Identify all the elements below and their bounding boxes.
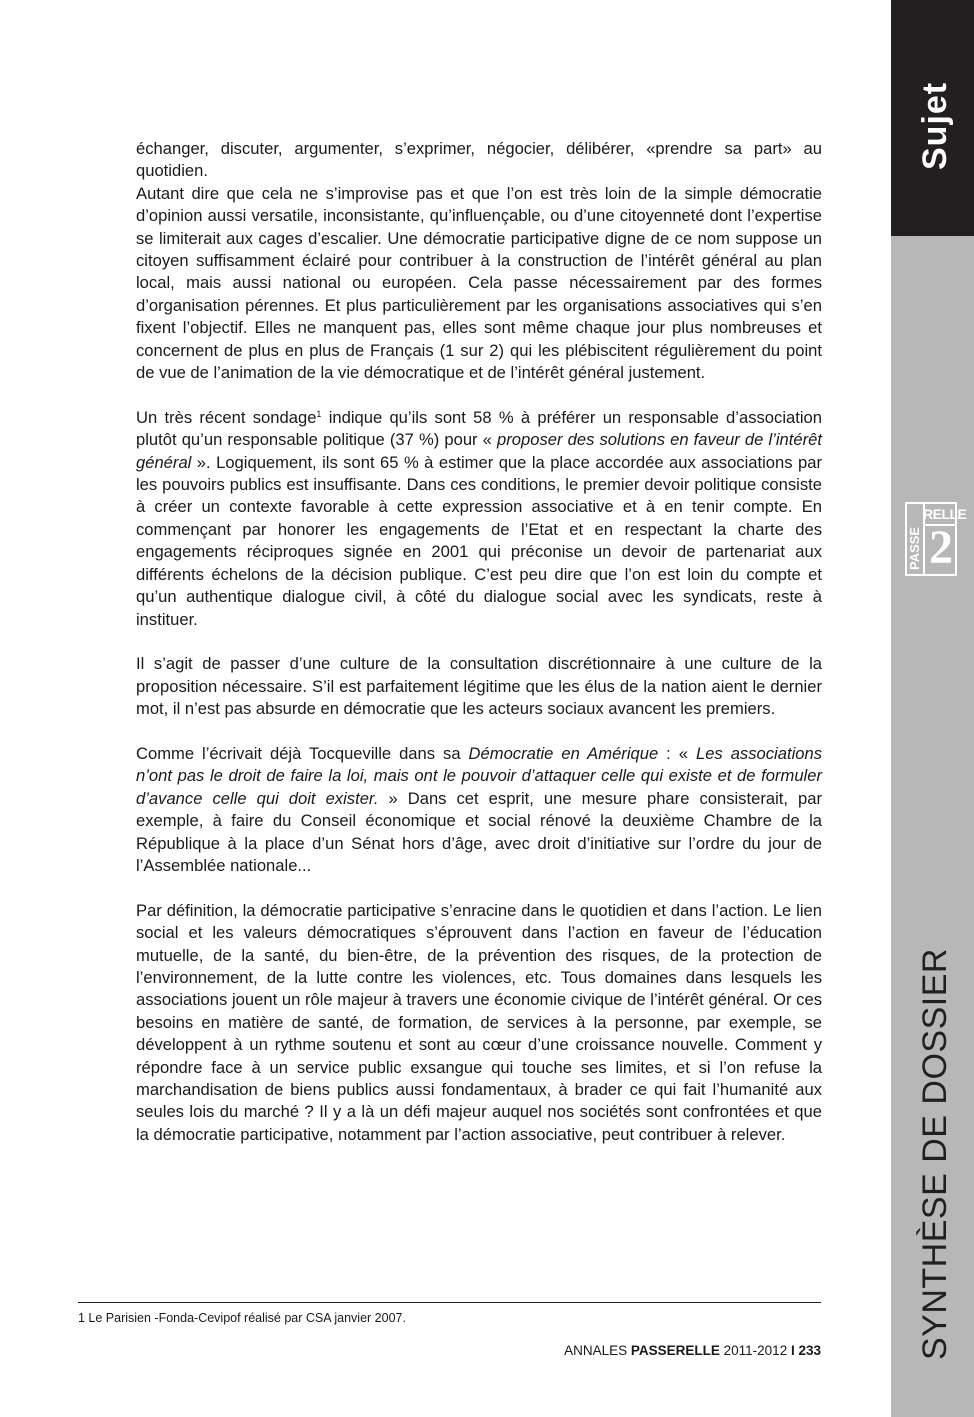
footer-years: 2011-2012 xyxy=(719,1343,791,1358)
paragraph-2: Autant dire que cela ne s’improvise pas et que l’on est très loin de la simple démocratie d’opinion aussi versatile, inconsistante, qu’influençable, ou d’une citoyenneté dont l’expertise se limiterait aux cages d’escalier. Une démocratie participative digne de ce nom suppose un citoyen suffisamment éclairé pour contribuer à la construction de l’intérêt général au plan local, mais aussi national ou européen. Cela passe nécessairement par des formes d’organisation pérennes. Et plus particulièrement par les organisations associatives qui s’en fixent l’objectif. Elles ne manquent pas, elles sont même chaque jour plus nombreuses et concernent de plus en plus de Français (1 sur 2) qui les plébiscitent régulièrement du point de vue de l’animation de la vie démocratique et de l’intérêt général justement. xyxy=(136,183,822,383)
paragraph-5-part-c: » Dans cet esprit, une mesure phare consisterait, par exemple, à faire du Conseil économique et social rénové la deuxième Chambre de la République à la place d’un Sénat hors d’âge, avec droit d’initiative sur l’ordre du jour de l’Assemblée nationale... xyxy=(136,788,822,875)
section-title: SYNTHÈSE DE DOSSIER xyxy=(916,948,954,1360)
book-title: Démocratie en Amérique xyxy=(468,743,659,763)
footnote-divider xyxy=(78,1302,821,1303)
paragraph-5-part-a: Comme l’écrivait déjà Tocqueville dans sa xyxy=(136,743,469,763)
paragraph-5-part-b: : « xyxy=(658,743,696,763)
page-footer xyxy=(430,1342,821,1360)
paragraph-5 xyxy=(136,743,822,877)
passerelle-logo xyxy=(905,502,967,576)
paragraph-3-part-b: indique qu’ils sont 58 % à préférer un responsable d’association plutôt qu’un responsable politique (37 %) pour « xyxy=(136,407,822,450)
paragraph-4: Il s’agit de passer d’une culture de la consultation discrétionnaire à une culture de la proposition nécessaire. S’il est parfaitement légitime que les élus de la nation aient le dernier mot, il n’est pas absurde en démocratie que les acteurs sociaux avancent les premiers. xyxy=(136,654,822,719)
footnote: 1 Le Parisien -Fonda-Cevipof réalisé par CSA janvier 2007. xyxy=(78,1311,406,1325)
logo-side-text: PASSE xyxy=(907,526,922,570)
tocqueville-quote: Les associations n’ont pas le droit de faire la loi, mais ont le pouvoir d’attaquer celle qui existe et de formuler d’avance celle qui doit exister. xyxy=(136,743,823,808)
footnote-reference: 1 xyxy=(316,408,322,419)
article-body xyxy=(136,138,822,1169)
paragraph-1: échanger, discuter, argumenter, s’exprimer, négocier, délibérer, «prendre sa part» au quotidien. xyxy=(136,139,822,181)
paragraph-3-part-a: Un très récent sondage xyxy=(136,407,317,427)
section-label: Sujet xyxy=(916,81,954,170)
logo-number: 2 xyxy=(929,521,953,574)
footer-brand: PASSERELLE xyxy=(630,1343,720,1358)
page-number: 233 xyxy=(794,1343,821,1358)
footer-prefix: ANNALES xyxy=(564,1343,631,1358)
paragraph-3-part-c: ». Logiquement, ils sont 65 % à estimer que la place accordée aux associations par les pouvoirs publics est insuffisante. Dans ces conditions, le premier devoir politique consiste à créer un contexte favorable à cette expression associative et à en tenir compte. En commençant par honorer les engagements de l’Etat et en respectant la charte des engagements réciproques signée en 2001 qui préconise un devoir de partenariat aux différents échelons de la décision publique. C’est peu dire que l’on est loin du compte et qu’un authentique dialogue civil, à côté du dialogue social avec les syndicats, reste à instituer. xyxy=(136,452,822,629)
logo-top-text: RELLE xyxy=(923,504,957,526)
footer-separator: I xyxy=(790,1343,795,1358)
paragraph-3 xyxy=(136,407,822,631)
paragraph-6: Par définition, la démocratie participative s’enracine dans le quotidien et dans l’action. Le lien social et les valeurs démocratiques s’éprouvent dans l’action en faveur de l’éducation mutuelle, de la santé, du bien-être, de la prévention des risques, de la protection de l’environnement, de la lutte contre les violences, etc. Tous domaines dans lesquels les associations jouent un rôle majeur à travers une économie civique de l’intérêt général. Or ces besoins en matière de santé, de formation, de services à la personne, par exemple, se développent à un rythme soutenu et sont au cœur d’une croissance nouvelle. Comment y répondre face à un service public exsangue qui touche ses limites, et si l’on refuse la marchandisation de biens publics aussi fondamentaux, à brader ce qui fait l’humanité aux seules lois du marché ? Il y a là un défi majeur auquel nos sociétés sont confrontées et que la démocratie participative, notamment par l’action associative, peut contribuer à relever. xyxy=(136,900,822,1144)
paragraph-3-quote: proposer des solutions en faveur de l’intérêt général xyxy=(136,430,822,472)
